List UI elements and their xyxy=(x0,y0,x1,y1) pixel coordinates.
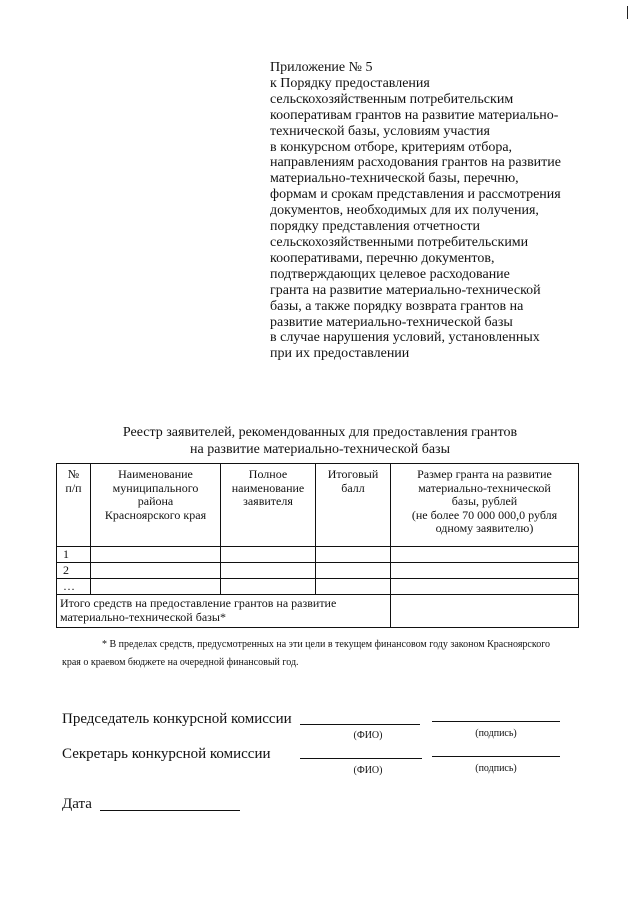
registry-table xyxy=(56,463,579,628)
header-text: наименование xyxy=(231,480,305,495)
table-header-row xyxy=(57,464,579,547)
row-number: 2 xyxy=(57,563,91,579)
header-applicant xyxy=(221,464,316,547)
table-cell xyxy=(391,547,579,563)
appendix-line: направлениям расходования грантов на развитие xyxy=(270,155,561,171)
appendix-line: базы, а также порядку возврата грантов на xyxy=(270,298,524,314)
appendix-line: подтверждающих целевое расходование xyxy=(270,266,510,282)
appendix-line: в конкурсном отборе, критериям отбора, xyxy=(270,139,513,155)
header-text: Полное xyxy=(248,467,288,481)
fio-caption: (ФИО) xyxy=(353,765,383,776)
footnote xyxy=(62,636,602,672)
registry-title-line-2: на развитие материально-технической базы xyxy=(190,442,450,457)
header-text: района xyxy=(137,494,174,508)
appendix-line: при их предоставлении xyxy=(270,346,410,362)
header-grant xyxy=(391,464,579,547)
header-text: Размер гранта на развитие xyxy=(417,467,552,481)
appendix-header xyxy=(270,60,610,362)
header-text: п/п xyxy=(65,480,82,495)
table-row xyxy=(57,579,579,595)
header-text: Наименование xyxy=(118,467,193,481)
total-label-text: Итого средств на предоставление грантов на развитие xyxy=(60,596,337,610)
header-text: Итоговый xyxy=(327,467,379,481)
header-text: заявителя xyxy=(243,494,293,508)
row-number: … xyxy=(57,579,91,595)
table-cell xyxy=(91,547,221,563)
appendix-line: документов, необходимых для их получения, xyxy=(270,203,539,219)
table-cell xyxy=(316,579,391,595)
secretary-fio-line xyxy=(300,758,422,759)
header-text: № xyxy=(67,467,80,481)
secretary-signature-line xyxy=(432,756,560,757)
appendix-line: кооперативам грантов на развитие материально- xyxy=(270,107,559,123)
table-cell xyxy=(91,563,221,579)
table-row xyxy=(57,547,579,563)
scan-mark xyxy=(627,6,628,19)
appendix-line: материально-технической базы, перечню, xyxy=(270,171,519,187)
appendix-line: сельскохозяйственным потребительским xyxy=(270,91,514,107)
header-text: Красноярского края xyxy=(104,507,207,522)
appendix-line: развитие материально-технической базы xyxy=(270,314,513,330)
footnote-line: края о краевом бюджете на очередной финансовый год. xyxy=(62,657,299,668)
header-text: балл xyxy=(341,480,365,495)
appendix-line: к Порядку предоставления xyxy=(270,75,430,91)
appendix-line: технической базы, условиям участия xyxy=(270,123,490,139)
secretary-label: Секретарь конкурсной комиссии xyxy=(62,746,271,762)
header-text: базы, рублей xyxy=(451,494,518,508)
appendix-line: сельскохозяйственными потребительскими xyxy=(270,234,529,250)
appendix-line: порядку представления отчетности xyxy=(270,219,481,235)
table-cell xyxy=(316,563,391,579)
appendix-line: кооперативами, перечню документов, xyxy=(270,250,495,266)
header-score xyxy=(316,464,391,547)
registry-title-line-1: Реестр заявителей, рекомендованных для предоставления грантов xyxy=(122,425,518,440)
signature-caption: (подпись) xyxy=(475,763,517,774)
table-cell xyxy=(316,547,391,563)
row-number: 1 xyxy=(57,547,91,563)
footnote-line: * В пределах средств, предусмотренных на эти цели в текущем финансовом году законом Красноярского xyxy=(102,639,551,650)
appendix-line: в случае нарушения условий, установленных xyxy=(270,330,540,346)
chairman-label: Председатель конкурсной комиссии xyxy=(62,711,292,727)
table-row xyxy=(57,563,579,579)
header-district xyxy=(91,464,221,547)
appendix-line: формам и срокам представления и рассмотрения xyxy=(270,187,561,203)
table-total-row xyxy=(57,595,579,628)
chairman-fio-line xyxy=(300,724,420,725)
header-text: материально-технической xyxy=(418,480,551,495)
chairman-signature-line xyxy=(432,721,560,722)
total-label-text: материально-технической базы* xyxy=(60,610,226,624)
header-text: (не более 70 000 000,0 рубля xyxy=(411,507,558,522)
table-cell xyxy=(221,579,316,595)
header-text: одному заявителю) xyxy=(435,521,534,535)
table-cell xyxy=(91,579,221,595)
table-cell xyxy=(221,563,316,579)
fio-caption: (ФИО) xyxy=(353,730,383,741)
total-value-cell xyxy=(391,595,579,628)
appendix-line: Приложение № 5 xyxy=(270,60,373,75)
signature-caption: (подпись) xyxy=(475,728,517,739)
total-label xyxy=(57,595,391,628)
date-line xyxy=(100,810,240,811)
table-cell xyxy=(221,547,316,563)
header-text: муниципального xyxy=(112,480,199,495)
header-num xyxy=(57,464,91,547)
date-label: Дата xyxy=(62,796,92,812)
appendix-line: гранта на развитие материально-технической xyxy=(270,282,541,298)
table-cell xyxy=(391,579,579,595)
table-cell xyxy=(391,563,579,579)
